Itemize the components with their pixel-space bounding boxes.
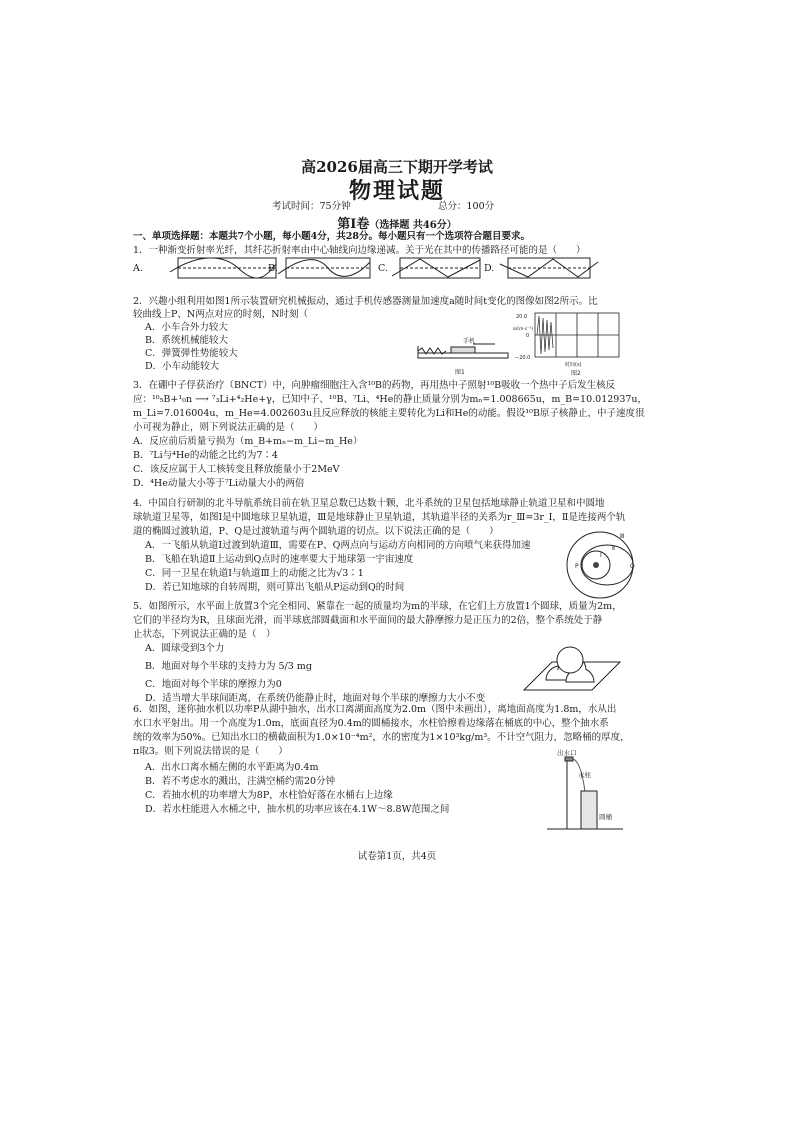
q5-line1: 5．如图所示，水平面上放置3个完全相同、紧靠在一起的质量均为m的半球，在它们上方放置1个圆球，质量为2m， [133,601,622,612]
q6-line1: 6．如图，迷你抽水机以功率P从湖中抽水，出水口离湖面高度为2.0m（图中未画出），离地面高度为1.8m，水从出 [133,704,617,715]
q3-option-c: C．该反应属于人工核转变且释放能量小于2MeV [133,464,340,475]
q4-line1: 4．中国自行研制的北斗导航系统目前在轨卫星总数已达数十颗，北斗系统的卫星包括地球静止轨道卫星和中圆地 [133,498,605,509]
q2-figures [415,308,620,380]
q5-option-b: B．地面对每个半球的支持力为 5/3 mg [145,661,312,672]
q4-option-d: D．若已知地球的自转周期，则可算出飞船从P运动到Q的时间 [145,582,405,593]
q6-bucket [581,791,597,829]
q2-phone-label: 手机 [463,338,476,345]
q6-option-d: D．若水柱能进入水桶之中，抽水机的功率应该在4.1W～8.8W范围之间 [145,804,450,815]
q5-option-c: C．地面对每个半球的摩擦力为0 [145,679,282,690]
exam-time: 考试时间：75分钟 [272,201,351,212]
q2-axis-x-label: 时间(s) [565,362,582,368]
q6-line2: 水口水平射出。用一个高度为1.0m，底面直径为0.4m的圆桶接水，水柱恰擦着边缘落在桶底的中心，整个抽水系 [133,718,609,729]
q6-outlet [565,757,573,761]
q1-option-d-label: D. [484,263,495,274]
q6-line3: 统的效率为50%。已知出水口的横截面积为1.0×10⁻⁴m²，水的密度为1×10³kg/m³。不计空气阻力，忽略桶的厚度， [133,732,630,743]
q4-option-a: A．一飞船从轨道Ⅰ过渡到轨道Ⅲ，需要在P、Q两点向与运动方向相同的方向喷气来获得加速 [145,540,531,551]
q2-fig2-graph [535,313,619,357]
q2-option-c: C．弹簧弹性势能较大 [145,348,238,359]
q1-fiber-b [278,258,370,278]
part1-header: 一、单项选择题：本题共7个小题，每小题4分，共28分。每小题只有一个选项符合题目要求。 [133,231,530,242]
q1-fiber-c [392,258,480,278]
q6-pump-figure [545,745,625,833]
q2-y-bottom: −20.0 [515,355,531,361]
q5-line3: 止状态，下列说法正确的是（ ） [133,629,276,640]
q1-fiber-figures [148,256,608,282]
q2-axis-y-label: a/(m·s⁻²) [513,327,534,332]
subject-title: 物理试题 [348,178,445,204]
total-score: 总分：100分 [438,201,495,212]
q6-outlet-label: 出水口 [557,749,577,757]
q3-line2: 应：¹⁰₅B+¹₀n ⟶ ⁷₃Li+⁴₂He+γ，已知中子、¹⁰B、⁷Li、⁴He的静止质量分别为mₙ=1.008665u，m_B=10.012937u， [133,394,648,405]
q2-option-d: D．小车动能较大 [145,361,220,372]
q4-line2: 球轨道卫星等，如图Ⅰ是中圆地球卫星轨道，Ⅲ是地球静止卫星轨道，其轨道半径的关系为r_Ⅲ=3r_Ⅰ，Ⅱ是连接两个轨 [133,512,626,523]
q6-stream-label: 水柱 [578,771,591,779]
orbit-label-ii: Ⅱ [612,545,615,552]
q3-option-b: B．⁷Li与⁴He的动能之比约为7∶4 [133,450,278,461]
q4-line3: 道的椭圆过渡轨道，P、Q是过渡轨道与两个圆轨道的切点。以下说法正确的是（ ） [133,526,499,537]
q2-y-top: 20.0 [516,314,528,320]
orbit-ii [581,545,633,585]
q3-line4: 小可视为静止，则下列说法正确的是（ ） [133,422,324,433]
orbit-label-iii: Ⅲ [620,533,625,540]
q2-option-a: A．小车合外力较大 [145,322,228,333]
q3-line3: m_Li=7.016004u，m_He=4.002603u且反应释放的核能主要转化为Li和He的动能。假设¹⁰B原子核静止，中子速度很 [133,408,645,419]
q6-option-b: B．若不考虑水的溅出，注满空桶约需20分钟 [145,776,336,787]
q5-hemisphere-figure [522,630,622,696]
q6-option-c: C．若抽水机的功率增大为8P，水柱恰好落在水桶右上边缘 [145,790,393,801]
q3-line1: 3．在硼中子俘获治疗（BNCT）中，向肿瘤细胞注入含¹⁰B的药物，再用热中子照射¹⁰B吸收一个热中子后发生核反 [133,380,616,391]
page-footer: 试卷第1页，共4页 [357,851,437,862]
q6-bucket-label: 圆桶 [599,813,612,821]
orbit-label-i: Ⅰ [600,552,602,559]
q1-fiber-d [500,258,598,278]
q2-stem-line2: 较曲线上P、N两点对应的时刻，N时刻（ [133,309,309,320]
q2-y-mid: 0 [526,333,530,339]
q4-option-c: C．同一卫星在轨道Ⅰ与轨道Ⅲ上的动能之比为√3∶1 [145,568,364,579]
q1-option-c-label: C. [378,263,388,274]
section-note: （选择题 共46分） [369,220,457,231]
q5-option-d: D．适当增大半球间距离，在系统仍能静止时，地面对每个半球的摩擦力大小不变 [145,693,486,704]
q3-option-d: D．⁴He动量大小等于⁷Li动量大小的两倍 [133,478,305,489]
q3-option-a: A．反应前后质量亏损为（m_B+mₙ−m_Li−m_He） [133,436,363,447]
q6-option-a: A．出水口离水桶左侧的水平距离为0.4m [145,762,319,773]
q1-option-b-label: B. [268,263,279,274]
q1-stem: 1．一种渐变折射率光纤，其纤芯折射率由中心轴线向边缘递减。关于光在其中的传播路径可能的是（ ） [133,245,586,256]
orbit-label-p: P [575,563,579,570]
q2-stem-line1: 2．兴趣小组利用如图1所示装置研究机械振动，通过手机传感器测量加速度a随时间t变化的图像如图2所示。比 [133,296,598,307]
q4-orbit-figure [562,528,638,600]
q5-line2: 它们的半径均为R，且球面光滑，而半球底部圆截面和水平面间的最大静摩擦力是正压力的2倍，整个系统处于静 [133,615,603,626]
q2-fig1-cart-spring [418,344,508,358]
q1-fiber-a [170,258,279,278]
q5-ball [557,647,583,673]
q2-fig1-label: 图1 [455,369,465,376]
exam-title: 高2026届高三下期开学考试 [301,158,493,176]
q1-option-a-label: A. [133,263,143,274]
q6-line4: π取3。则下列说法错误的是（ ） [133,746,288,757]
q2-option-b: B．系统机械能较大 [145,335,228,346]
q4-option-b: B．飞船在轨道Ⅱ上运动到Q点时的速率要大于地球第一宇宙速度 [145,554,414,565]
q5-option-a: A．圆球受到3个力 [145,643,225,654]
orbit-label-q: Q [630,563,635,570]
earth-icon [593,562,599,568]
q2-fig2-label: 图2 [571,370,581,377]
section-title: 第Ⅰ卷 [337,217,370,232]
